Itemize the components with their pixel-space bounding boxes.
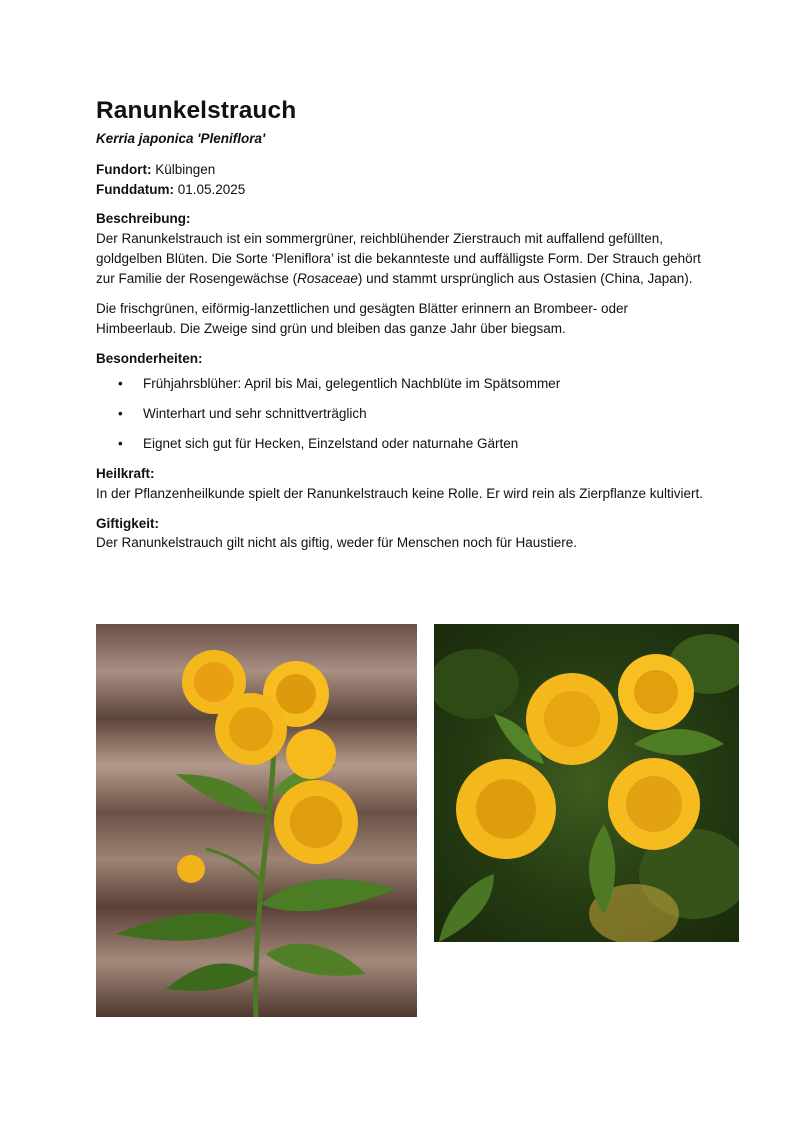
giftigkeit-heading: Giftigkeit: (96, 515, 159, 531)
kerria-stem-illustration (96, 624, 417, 1017)
list-item-text: Winterhart und sehr schnittverträglich (143, 406, 367, 421)
beschreibung-p1-italic: Rosaceae (297, 270, 358, 286)
list-item (96, 404, 711, 424)
funddatum-value: 01.05.2025 (177, 181, 246, 197)
funddatum-row (96, 180, 711, 200)
beschreibung-p1-part2: ) und stammt ursprünglich aus Ostasien (China, Japan). (357, 270, 693, 286)
heilkraft-text: In der Pflanzenheilkunde spielt der Ranunkelstrauch keine Rolle. Er wird rein als Zierpflanze kultiviert. (96, 485, 704, 501)
fundort-label: Fundort: (96, 162, 152, 177)
fundort-value: Külbingen (155, 162, 216, 177)
kerria-blossoms-illustration (434, 624, 739, 942)
bullet-icon: • (118, 436, 123, 451)
photo-gallery (96, 624, 740, 1018)
bullet-icon: • (118, 406, 123, 421)
meta-block (96, 160, 711, 199)
funddatum-label: Funddatum: (96, 181, 174, 197)
page-title: Ranunkelstrauch (96, 97, 297, 124)
kerria-photo-blossoms (434, 624, 739, 942)
besonderheiten-heading: Besonderheiten: (96, 350, 203, 366)
document-page (96, 96, 711, 553)
beschreibung-paragraph-1 (96, 229, 711, 289)
besonderheiten-list (96, 374, 711, 454)
list-item-text: Eignet sich gut für Hecken, Einzelstand oder naturnahe Gärten (143, 436, 519, 451)
beschreibung-heading: Beschreibung: (96, 211, 191, 226)
list-item (96, 374, 711, 394)
latin-name: Kerria japonica 'Pleniflora' (96, 131, 266, 146)
heilkraft-heading: Heilkraft: (96, 466, 155, 481)
beschreibung-p1-part1: Der Ranunkelstrauch ist ein sommergrüner, reichblühender Zierstrauch mit auffallend gefüllten, goldgelben Blüten. Die Sorte ‘Pleniflora’ ist die bekannteste und auffälligste Form. Der Strauch gehört zur Familie der Rosengewächse ( (96, 230, 701, 286)
fundort-row (96, 160, 711, 180)
list-item-text: Frühjahrsblüher: April bis Mai, gelegentlich Nachblüte im Spätsommer (143, 376, 561, 391)
giftigkeit-text: Der Ranunkelstrauch gilt nicht als giftig, weder für Menschen noch für Haustiere. (96, 535, 577, 550)
kerria-photo-stem (96, 624, 417, 1017)
bullet-icon: • (118, 376, 123, 391)
list-item (96, 434, 711, 454)
beschreibung-paragraph-2: Die frischgrünen, eiförmig-lanzettlichen und gesägten Blätter erinnern an Brombeer- oder Himbeerlaub. Die Zweige sind grün und bleiben das ganze Jahr über biegsam. (96, 300, 629, 336)
